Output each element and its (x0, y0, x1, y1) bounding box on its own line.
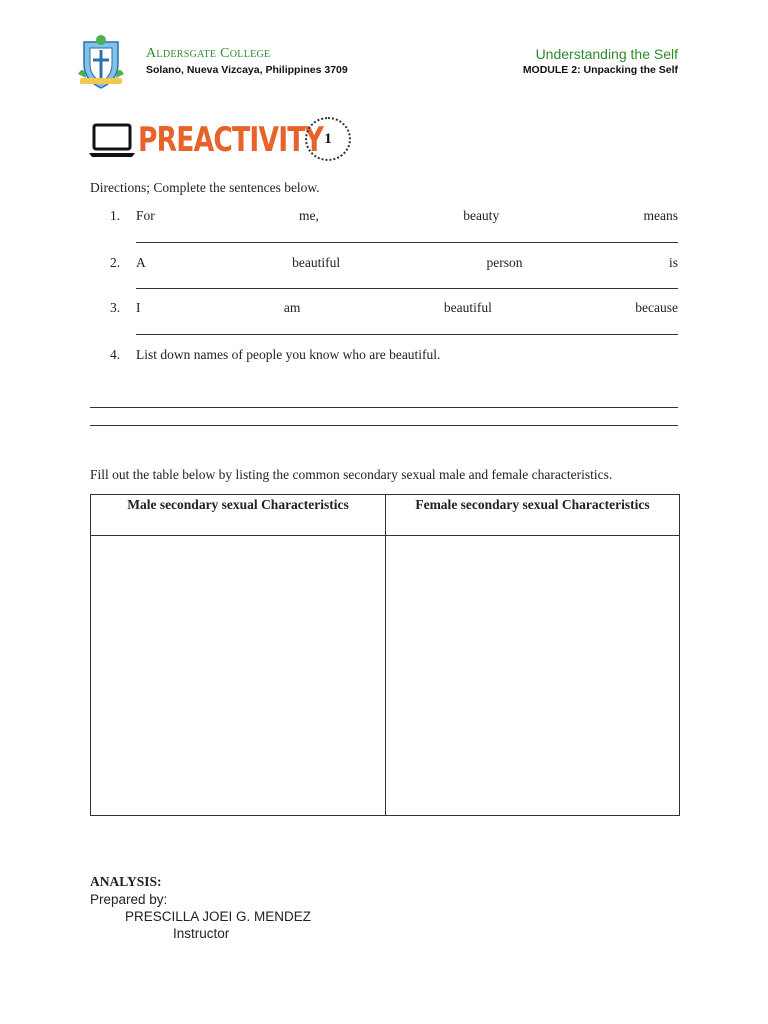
preparer-role: Instructor (173, 926, 230, 941)
item-word: beauty (463, 208, 500, 223)
male-answer-cell[interactable] (91, 536, 385, 815)
module-title: MODULE 2: Unpacking the Self (522, 64, 678, 76)
college-name: Aldersgate College (146, 46, 271, 61)
activity-number: 1 (324, 130, 332, 147)
preparer-name: PRESCILLA JOEI G. MENDEZ (125, 909, 312, 924)
answer-line-4a[interactable] (90, 407, 678, 408)
college-address: Solano, Nueva Vizcaya, Philippines 3709 (146, 64, 348, 76)
directions-text: Directions; Complete the sentences below. (90, 180, 320, 195)
item-number: 4. (110, 347, 121, 362)
sentence-item-3 (110, 300, 678, 316)
header-female: Female secondary sexual Characteristics (415, 497, 650, 512)
item-number: 1. (110, 208, 121, 223)
preactivity-title: PREACTIVITY (138, 120, 324, 160)
item-text: List down names of people you know who are beautiful. (136, 347, 441, 362)
item-word: because (635, 300, 678, 315)
item-word: am (283, 300, 301, 315)
answer-line-4b[interactable] (90, 425, 678, 426)
item-word: person (486, 255, 523, 270)
table-instructions: Fill out the table below by listing the common secondary sexual male and female characteristics. (90, 467, 613, 482)
sentence-item-2 (110, 255, 678, 271)
sentence-item-1 (110, 208, 678, 224)
item-word: beautiful (292, 255, 341, 270)
item-word: is (668, 255, 678, 270)
sentence-item-4 (110, 347, 678, 363)
laptop-icon (88, 123, 136, 159)
item-word: I (136, 300, 141, 315)
header-male: Male secondary sexual Characteristics (127, 497, 349, 512)
item-word: A (136, 255, 146, 270)
answer-line-3[interactable] (136, 334, 678, 335)
characteristics-table (90, 494, 680, 816)
college-logo (76, 34, 126, 90)
course-title: Understanding the Self (535, 46, 678, 62)
prepared-by-label: Prepared by: (90, 892, 168, 907)
female-answer-cell[interactable] (386, 536, 679, 815)
item-number: 2. (110, 255, 121, 270)
item-word: means (643, 208, 678, 223)
item-word: beautiful (443, 300, 492, 315)
answer-line-2[interactable] (136, 288, 678, 289)
answer-line-1[interactable] (136, 242, 678, 243)
item-number: 3. (110, 300, 121, 315)
analysis-heading: ANALYSIS: (90, 874, 162, 889)
activity-number-badge (305, 117, 351, 161)
item-word: For (136, 208, 155, 223)
item-word: me, (299, 208, 319, 223)
